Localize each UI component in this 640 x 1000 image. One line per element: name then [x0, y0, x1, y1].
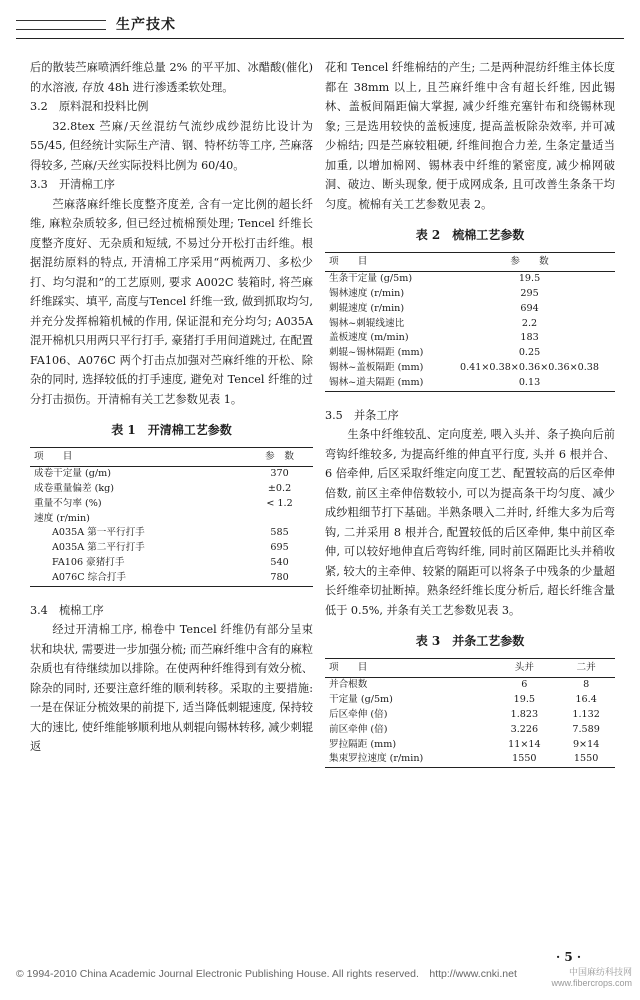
table-cell: 1550: [573, 753, 599, 765]
table-row: [325, 738, 615, 753]
table-cell: 370: [270, 468, 289, 480]
table-row: [30, 512, 313, 527]
table-cell: 780: [270, 571, 289, 583]
table-cell: 9×14: [572, 738, 600, 750]
table-row: [325, 346, 615, 361]
table-cell: 生条干定量 (g/5m): [329, 273, 413, 285]
table-cell: 1.823: [510, 709, 539, 721]
table-caption: 表 2 梳棉工艺参数: [415, 228, 525, 242]
table-row: [325, 723, 615, 738]
table-cell: 3.226: [510, 723, 539, 735]
table-cell: 19.5: [518, 273, 541, 285]
table-row: [30, 541, 313, 556]
table-cell: 锡林~盖板隔距 (mm): [329, 362, 424, 374]
table-row: [30, 556, 313, 571]
table-cell: FA106 豪猪打手: [52, 557, 125, 569]
table-cell: 183: [520, 332, 539, 344]
table-cell: 前区牵伸 (倍): [329, 723, 388, 735]
table-row: [325, 693, 615, 708]
table-cell: 8: [583, 679, 590, 691]
paragraph: 经过开清棉工序, 棉卷中 Tencel 纤维仍有部分呈束状和块状, 需要进一步加强分梳; 而苎麻纤维中含有的麻粒杂质也有待继续加以排除。在使两种纤维得到有效分梳、除杂的同时, 还要注意纤维的顺利转移。采取的主要措施: 一是在保证分梳效果的前提下, 适当降低刺辊速度, 保持较大的速比, 使纤维能够顺利地从刺辊向锡林转移, 减少刺辊返: [30, 623, 313, 754]
table-row: [325, 302, 615, 317]
table-cell: 锡林~刺辊线速比: [329, 317, 405, 329]
table-cell: 7.589: [572, 723, 600, 735]
table-header-cell: 项 目: [329, 255, 368, 267]
paragraph: 32.8tex 苎麻/天丝混纺气流纱成纱混纺比设计为 55/45, 但经统计实际生产清、钢、特杯纺等工序, 苎麻落得较多, 苎麻/天丝实际投料比例为 60/40。: [30, 119, 313, 172]
table-row: [30, 467, 313, 482]
section-heading: 3.3 开清棉工序: [30, 178, 115, 191]
table-cell: 585: [270, 527, 289, 539]
table-header-cell: 项 目: [34, 450, 73, 462]
table-cell: 540: [270, 557, 289, 569]
table-row: [325, 331, 615, 346]
section-heading: 3.5 并条工序: [325, 408, 399, 422]
table-row: [325, 376, 615, 391]
table-header-cell: 参 数: [265, 450, 294, 462]
table-cell: 2.2: [521, 317, 538, 329]
table-cell: 成卷干定量 (g/m): [34, 468, 111, 480]
table-row: [325, 361, 615, 376]
copyright-footer: © 1994-2010 China Academic Journal Electronic Publishing House. All rights reserved. http://www.cnki.net: [16, 968, 517, 980]
table-cell: 0.25: [518, 347, 541, 359]
table-cell: 1.132: [572, 709, 600, 721]
table-row: [325, 708, 615, 723]
table-cell: 罗拉隔距 (mm): [329, 738, 397, 750]
table-cell: < 1.2: [266, 497, 293, 509]
right-column: [325, 58, 615, 768]
table-caption: 表 3 并条工艺参数: [415, 634, 525, 649]
table-cell: 0.41×0.38×0.36×0.36×0.38: [460, 362, 599, 374]
table-cell: [246, 512, 313, 527]
table-cell: 锡林~道夫隔距 (mm): [329, 376, 424, 388]
table-row: [325, 317, 615, 332]
table-drawing-params: [325, 658, 615, 769]
table-cell: 干定量 (g/5m): [329, 694, 393, 706]
table-cell: 1550: [512, 753, 537, 765]
table-cell: 16.4: [575, 694, 597, 706]
table-cell: 刺辊速度 (r/min): [329, 302, 405, 314]
table-row: [30, 482, 313, 497]
table-cell: 盖板速度 (m/min): [329, 332, 409, 344]
table-cell: A035A 第二平行打手: [52, 542, 145, 554]
table-header-cell: 参 数: [510, 255, 549, 267]
table-cell: 重量不匀率 (%): [34, 497, 102, 509]
table-row: [325, 287, 615, 302]
table-cell: 295: [520, 288, 539, 300]
running-header: [16, 8, 624, 39]
section-title: 生产技术: [116, 17, 176, 33]
page-number: · 5 ·: [556, 950, 582, 964]
table-cell: 6: [521, 679, 528, 691]
table-cell: A035A 第一平行打手: [52, 527, 145, 539]
watermark: [551, 967, 632, 989]
paragraph: 苎麻落麻纤维长度整齐度差, 含有一定比例的超长纤维, 麻粒杂质较多, 但已经过梳棉预处理; Tencel 纤维长度整齐度好、无杂质和短绒, 不易过分开松打击纤维。根据混纺原料的特点, 开清棉工序采用“两梳两刀、多松少打、均匀混和”的工艺原则, 要求 A002C 装箱时, 将苎麻纤维踩实、填平, 高度与Tencel 纤维一致, 做到抓取均匀, 并充分发挥棉箱机械的作用, 保证混和充分均匀; A035A 混开棉机只用两只平行打手, 豪猪打手用间道跳过, 在配置 FA106、A076C 两个打击点加强对苎麻纤维的开松、除杂的同时, 选择较低的打手速度, 避免对 Tencel 纤维的过分打击损伤。开清棉有关工艺参数见表 1。: [30, 197, 313, 406]
table-row: [325, 272, 615, 287]
table-carding-params: [325, 252, 615, 392]
table-cell: A076C 综合打手: [52, 571, 127, 583]
paragraph: 花和 Tencel 纤维棉结的产生; 二是两种混纺纤维主体长度都在 38mm 以上, 且苎麻纤维中含有超长纤维, 因此锡林、盖板间隔距偏大掌握, 减少纤维充塞针布和绕锡林现象; 三是选用较快的盖板速度, 提高盖板除杂效率, 并可减少棉结; 四是苎麻较粗硬, 纤维间抱合力差, 生条定量适当加重, 以增加棉网、锡林表中纤维的紧密度, 减少棉网破洞、破边、断头现象, 便于成网成条, 且可改善生条条干均匀度。梳棉有关工艺参数见表 2。: [325, 61, 615, 211]
table-cell: 集束罗拉速度 (r/min): [329, 753, 424, 765]
table-header-cell: 项 目: [329, 661, 368, 673]
table-header-cell: 头并: [514, 661, 534, 673]
header-rule-decoration: [16, 20, 106, 30]
table-cell: 694: [520, 302, 539, 314]
left-column: [30, 58, 313, 757]
table-cell: 速度 (r/min): [34, 512, 90, 524]
table-cell: 695: [270, 542, 289, 554]
table-row: [30, 571, 313, 586]
table-row: [30, 497, 313, 512]
table-cell: 刺辊~锡林隔距 (mm): [329, 347, 424, 359]
table-caption: 表 1 开清棉工艺参数: [111, 423, 232, 437]
table-cell: 成卷重量偏差 (kg): [34, 483, 115, 495]
table-header-cell: 二并: [576, 661, 596, 673]
watermark-name: 中国麻纺科技网: [568, 967, 632, 977]
table-opening-params: [30, 447, 313, 587]
paragraph: 后的散装苎麻喷洒纤维总量 2% 的平平加、冰醋酸(催化) 的水溶液, 存放 48h 进行渗透柔软处理。: [30, 61, 313, 94]
table-row: [30, 526, 313, 541]
watermark-url: www.fibercrops.com: [551, 978, 632, 988]
table-row: [325, 678, 615, 693]
paragraph: 生条中纤维较乱、定向度差, 喂入头并、条子换向后前弯钩纤维较多, 为提高纤维的伸直平行度, 头并 6 根并合、6 倍牵伸, 后区采取纤维定向度工艺、配置较高的后区牵伸倍数, 前区主牵伸倍数较小, 可以为提高条干均匀度、减少成纱粗细节打下基础。半熟条喂入二并时, 纤维大多为后弯钩, 二并采用 8 根并合, 配置较低的后区牵伸, 集中前区牵伸, 可以较好地伸直后弯钩纤维, 同时前区隔距比头并稍收紧, 较大的主牵伸、较紧的隔距可以将条子中残条的少量超长纤维牵切扯断掉。熟条经纤维长度分析后, 超长纤维含量低于 0.5%, 并条有关工艺参数见表 3。: [325, 428, 615, 617]
table-cell: 后区牵伸 (倍): [329, 709, 388, 721]
section-heading: 3.4 梳棉工序: [30, 603, 104, 617]
table-row: [325, 752, 615, 767]
table-cell: ±0.2: [267, 483, 292, 495]
table-cell: 并合根数: [329, 679, 368, 691]
section-heading: 3.2 原料混和投料比例: [30, 100, 149, 113]
table-cell: 锡林速度 (r/min): [329, 288, 405, 300]
table-cell: 19.5: [513, 694, 536, 706]
table-cell: 0.13: [518, 376, 541, 388]
table-cell: 11×14: [508, 738, 541, 750]
